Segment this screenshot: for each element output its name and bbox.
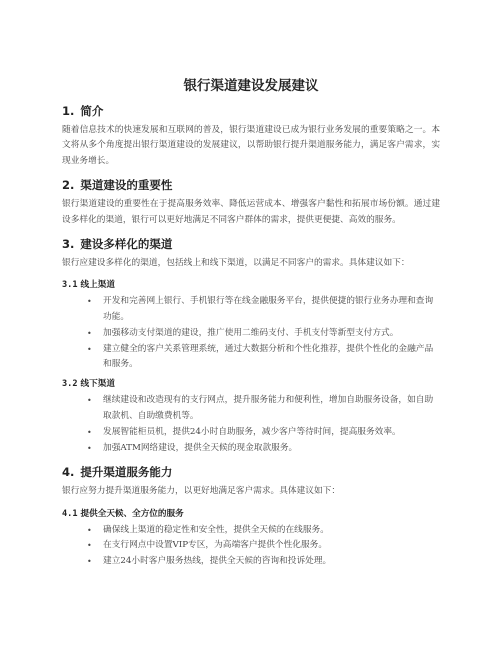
bullet-list (62, 393, 440, 456)
section-title: 简介 (80, 104, 104, 118)
section-title: 建设多样化的渠道 (80, 237, 173, 252)
subsection-title: 线下渠道 (80, 379, 115, 390)
bullet-icon: • (87, 541, 92, 551)
section-paragraph: 银行应努力提升渠道服务能力，以更好地满足客户需求。具体建议如下： (62, 486, 340, 497)
list-item-text: 加强移动支付渠道的建设，推广使用二维码支付、手机支付等新型支付方式。 (103, 327, 399, 338)
section-title: 提升渠道服务能力 (80, 465, 173, 480)
section-number: 3. (62, 237, 75, 252)
section-title: 渠道建设的重要性 (80, 178, 173, 193)
list-item (62, 425, 440, 440)
list-item-text: 发展智能柜员机，提供24小时自助服务，减少客户等待时间，提高服务效率。 (103, 426, 401, 437)
list-item (62, 523, 440, 538)
list-item-text: 加强ATM网络建设，提供全天候的现金取款服务。 (103, 442, 298, 453)
section-paragraph: 银行渠道建设的重要性在于提高服务效率、降低运营成本、增强客户黏性和拓展市场份额。通过建设多样化的渠道，银行可以更好地满足不同客户群体的需求，提供更便捷、高效的服务。 (62, 199, 440, 225)
bullet-icon: • (87, 344, 92, 354)
bullet-list (62, 523, 440, 570)
section-number: 1. (62, 104, 75, 118)
document-title: 银行渠道建设发展建议 (183, 78, 319, 94)
list-item (62, 326, 440, 341)
list-item (62, 393, 440, 424)
list-item-text: 继续建设和改造现有的支行网点，提升服务能力和便利性，增加自助服务设备，如自助取款机、自助缴费机等。 (103, 395, 434, 421)
list-item-text: 确保线上渠道的稳定性和安全性，提供全天候的在线服务。 (103, 524, 329, 535)
bullet-icon: • (87, 525, 92, 535)
section-heading-2 (62, 177, 440, 193)
subsection-number: 3.1 (62, 280, 78, 291)
section-paragraph: 随着信息技术的快速发展和互联网的普及，银行渠道建设已成为银行业务发展的重要策略之一。本文将从多个角度提出银行渠道建设的发展建议，以帮助银行提升渠道服务能力，满足客户需求，实现业务增长。 (62, 125, 440, 166)
subsection-heading-3-2 (62, 378, 440, 391)
subsection-number: 3.2 (62, 379, 78, 390)
subsection-number: 4.1 (62, 508, 78, 519)
subsection-heading-4-1 (62, 508, 440, 521)
bullet-icon: • (87, 297, 92, 307)
bullet-icon: • (87, 443, 92, 453)
bullet-icon: • (87, 396, 92, 406)
bullet-list (62, 294, 440, 372)
list-item-text: 建立健全的客户关系管理系统，通过大数据分析和个性化推荐，提供个性化的金融产品和服务。 (103, 343, 434, 370)
section-heading-3 (62, 236, 440, 252)
list-item-text: 建立24小时客户服务热线，提供全天候的咨询和投诉处理。 (103, 556, 332, 567)
subsection-heading-3-1 (62, 279, 440, 292)
list-item-text: 在支行网点中设置VIP专区，为高端客户提供个性化服务。 (103, 540, 328, 551)
section-number: 2. (62, 178, 75, 193)
list-item-text: 开发和完善网上银行、手机银行等在线金融服务平台，提供便捷的银行业务办理和查询功能。 (103, 296, 434, 322)
section-heading-1 (62, 103, 440, 119)
list-item (62, 538, 440, 553)
section-paragraph: 银行应建设多样化的渠道，包括线上和线下渠道，以满足不同客户的需求。具体建议如下： (62, 258, 410, 269)
section-number: 4. (62, 465, 75, 480)
bullet-icon: • (87, 557, 92, 567)
subsection-title: 线上渠道 (80, 280, 115, 291)
list-item (62, 554, 440, 569)
bullet-icon: • (87, 328, 92, 338)
bullet-icon: • (87, 427, 92, 437)
section-heading-4 (62, 464, 440, 480)
list-item (62, 441, 440, 456)
list-item (62, 342, 440, 373)
subsection-title: 提供全天候、全方位的服务 (80, 508, 184, 519)
list-item (62, 294, 440, 325)
